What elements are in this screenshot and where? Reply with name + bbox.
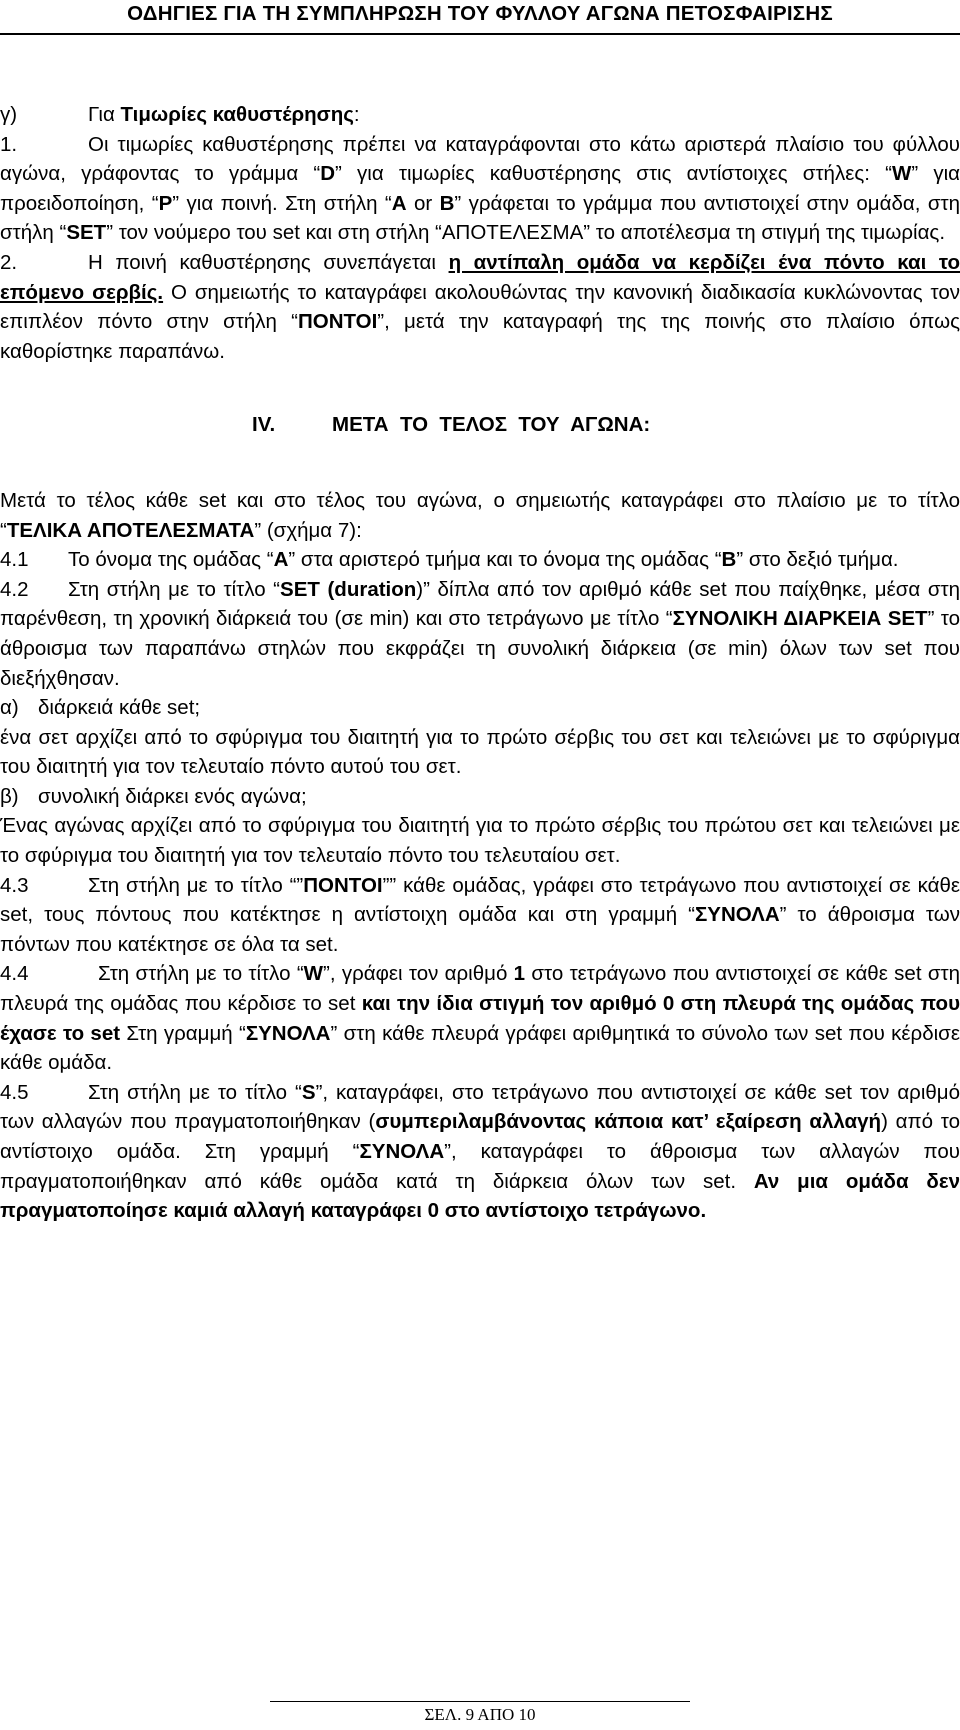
- text: ”, γράφει τον αριθμό: [323, 962, 514, 986]
- text: ”, καταγράφει το άθροισμα των αλλαγών που πραγματοποιήθηκαν από κάθε ομάδα κατά τη διάρκεια όλων των set.: [0, 1140, 960, 1193]
- text: ” (σχήμα 7):: [254, 518, 362, 542]
- page-header-title: ΟΔΗΓΙΕΣ ΓΙΑ ΤΗ ΣΥΜΠΛΗΡΩΣΗ ΤΟΥ ΦΥΛΛΟΥ ΑΓΩΝΑ ΠΕΤΟΣΦΑΙΡΙΣΗΣ: [127, 2, 833, 25]
- bold-text: ΠΟΝΤΟΙ: [297, 310, 378, 334]
- bold-text: και την ίδια στιγμή τον αριθμό 0 στη πλευρά της ομάδας που έχασε το set: [0, 992, 960, 1045]
- paragraph-2: [0, 248, 960, 366]
- paragraph-number: 4.1: [0, 548, 29, 572]
- paragraph-number: 4.3: [0, 873, 29, 897]
- bold-text: 1: [513, 962, 526, 986]
- bold-text: SET (duration: [280, 577, 417, 601]
- subsection-colon: :: [353, 103, 360, 126]
- item-beta-heading: [0, 782, 960, 812]
- text: ”, καταγράφει, στο τετράγωνο που αντιστοιχεί σε κάθε set τον αριθμό των αλλαγών που πραγματοποιήθηκαν (: [0, 1080, 960, 1134]
- bold-text: ΣΥΝΟΛΑ: [694, 903, 780, 927]
- header-divider: [0, 33, 960, 35]
- subsection-label: γ): [0, 103, 18, 126]
- bold-underlined-text: η αντίπαλη ομάδα να κερδίζει ένα πόντο και το επόμενο σερβίς.: [0, 250, 960, 304]
- bold-text: A: [391, 191, 407, 215]
- text: ” στα αριστερό τμήμα και το όνομα της ομάδας “: [288, 548, 722, 572]
- bold-text: B: [721, 548, 737, 572]
- item-alpha-body: ένα σετ αρχίζει από το σφύριγμα του διαιτητή για το πρώτο σέρβις του σετ και τελειώνει με το σφύριγμα του διαιτητή για τον τελευταίο πόντο αυτού του σετ.: [0, 725, 960, 779]
- text: ”” κάθε ομάδας, γράφει στο τετράγωνο που αντιστοιχεί σε κάθε set, τους πόντους που κατέκτησε η αντίστοιχη ομάδα και στη γραμμή “: [0, 873, 960, 927]
- bold-text: W: [891, 162, 912, 186]
- text: Στη στήλη με το τίτλο “”: [88, 873, 304, 897]
- bold-text: ΤΕΛΙΚΑ ΑΠΟΤΕΛΕΣΜΑΤΑ: [6, 518, 255, 542]
- text: Στη στήλη με το τίτλο “: [88, 1080, 302, 1104]
- text: Η ποινή καθυστέρησης συνεπάγεται: [88, 250, 449, 274]
- text: ” το άθροισμα των πόντων που κατέκτησε σε όλα τα set.: [0, 903, 960, 956]
- text: ” στη κάθε πλευρά γράφει αριθμητικά το σύνολο των set που κέρδισε κάθε ομάδα.: [0, 1021, 960, 1075]
- text: Οι τιμωρίες καθυστέρησης πρέπει να καταγράφονται στο κάτω αριστερά πλαίσιο του φύλλου αγώνα, γράφοντας το γράμμα “: [0, 132, 960, 186]
- item-label: β): [0, 784, 19, 808]
- text: )” δίπλα από τον αριθμό κάθε set που παίχθηκε, μέσα στη παρένθεση, τη χρονική διάρκειά του (σε min) και στο τετράγωνο με τίτλο “: [0, 577, 960, 631]
- subsection-g-heading: [0, 100, 960, 130]
- text: ” για τιμωρίες καθυστέρησης στις αντίστοιχες στήλες: “: [335, 162, 892, 186]
- paragraph-number: 4.2: [0, 577, 29, 601]
- page-number: ΣΕΛ. 9 ΑΠΟ 10: [424, 1705, 536, 1724]
- bold-text: S: [301, 1080, 316, 1104]
- text: or: [406, 191, 440, 215]
- item-label: α): [0, 696, 19, 720]
- bold-text: συμπεριλαμβάνοντας κάποια κατ’ εξαίρεση αλλαγή: [375, 1110, 882, 1134]
- text: στο τετράγωνο που αντιστοιχεί σε κάθε set στη πλευρά της ομάδας που κέρδισε το set: [0, 962, 960, 1016]
- footer-divider: [270, 1701, 690, 1702]
- paragraph-number: 4.5: [0, 1080, 29, 1104]
- item-beta-body: Ένας αγώνας αρχίζει από το σφύριγμα του διαιτητή για το πρώτο σέρβις του πρώτου σετ και τελειώνει με το σφύριγμα του διαιτητή για τον τελευταίο πόντο του τελευταίου σετ.: [0, 814, 960, 868]
- paragraph-4-3: [0, 871, 960, 960]
- text: Μετά το τέλος κάθε set και στο τέλος του αγώνα, ο σημειωτής καταγράφει στο πλαίσιο με το τίτλο “: [0, 488, 960, 542]
- bold-text: B: [439, 191, 455, 215]
- section-intro: [0, 486, 960, 545]
- text: Στη στήλη με το τίτλο “: [98, 962, 304, 986]
- text: ” τον νούμερο του set και στη στήλη “ΑΠΟΤΕΛΕΣΜΑ” το αποτέλεσμα τη στιγμή της τιμωρίας.: [106, 221, 946, 245]
- item-title: διάρκειά κάθε set;: [38, 696, 201, 720]
- section-number: IV.: [252, 413, 276, 437]
- paragraph-number: 2.: [0, 250, 18, 274]
- item-alpha-heading: [0, 693, 960, 723]
- paragraph-4-1: [0, 545, 960, 575]
- text: Στη γραμμή “: [120, 1021, 246, 1045]
- bold-text: W: [303, 962, 323, 986]
- subsection-intro: Για: [88, 103, 121, 126]
- text: Το όνομα της ομάδας “: [68, 548, 274, 572]
- bold-text: D: [320, 162, 335, 186]
- section-title: ΜΕΤΑ ΤΟ ΤΕΛΟΣ ΤΟΥ ΑΓΩΝΑ:: [332, 413, 651, 437]
- text: ” στο δεξιό τμήμα.: [736, 548, 899, 572]
- text: ” για προειδοποίηση, “: [0, 162, 960, 215]
- bold-text: P: [158, 191, 173, 215]
- paragraph-4-4: [0, 959, 960, 1077]
- bold-text: A: [273, 548, 289, 572]
- document-body: [0, 100, 960, 1226]
- paragraph-number: 4.4: [0, 962, 29, 986]
- text: Στη στήλη με το τίτλο “: [68, 577, 281, 601]
- bold-text: SET: [66, 221, 107, 245]
- paragraph-4-2: [0, 575, 960, 693]
- section-heading: [0, 410, 960, 440]
- paragraph-number: 1.: [0, 132, 18, 156]
- text: ”, μετά την καταγραφή της της ποινής στο πλαίσιο όπως καθορίστηκε παραπάνω.: [0, 310, 960, 363]
- paragraph-1: [0, 130, 960, 248]
- bold-text: ΠΟΝΤΟΙ: [303, 873, 383, 897]
- bold-text: ΣΥΝΟΛΑ: [359, 1140, 445, 1163]
- text: ” το άθροισμα των παραπάνω στηλών που εκφράζει τη συνολική διάρκεια (σε min) όλων των set που διεξήχθησαν.: [0, 607, 960, 690]
- subsection-title: Τιμωρίες καθυστέρησης: [120, 103, 354, 126]
- bold-text: Αν μια ομάδα δεν πραγματοποίησε καμιά αλλαγή καταγράφει 0 στο αντίστοιχο τετράγωνο.: [0, 1169, 960, 1223]
- text: Ο σημειωτής το καταγράφει ακολουθώντας την κανονική διαδικασία κυκλώνοντας τον επιπλέον πόντο στην στήλη “: [0, 280, 960, 334]
- paragraph-4-5: [0, 1078, 960, 1226]
- text: ) από το αντίστοιχο ομάδα. Στη γραμμή “: [0, 1110, 960, 1163]
- text: ” για ποινή. Στη στήλη “: [172, 191, 392, 215]
- item-title: συνολική διάρκει ενός αγώνα;: [38, 784, 307, 808]
- bold-text: ΣΥΝΟΛΑ: [245, 1021, 331, 1045]
- bold-text: ΣΥΝΟΛΙΚΗ ΔΙΑΡΚΕΙΑ SET: [672, 607, 928, 631]
- text: ” γράφεται το γράμμα που αντιστοιχεί στην ομάδα, στη στήλη “: [0, 191, 960, 245]
